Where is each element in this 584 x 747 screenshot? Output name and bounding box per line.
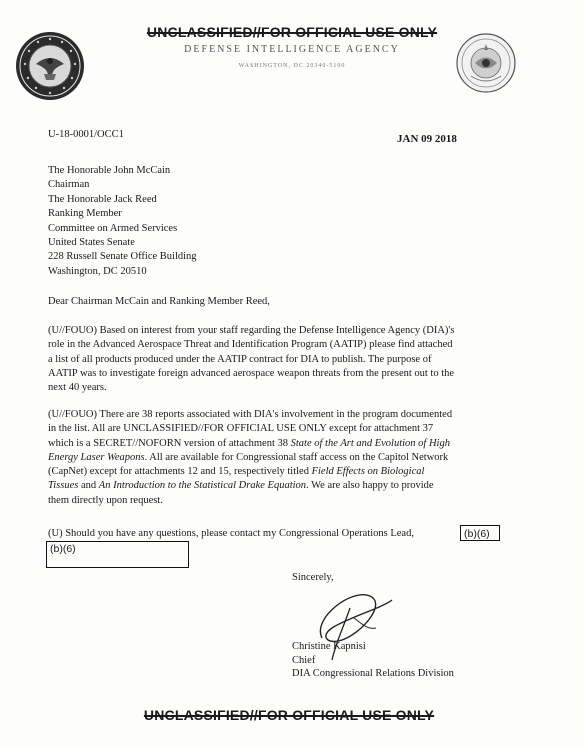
redaction-box: (b)(6) [46, 541, 189, 568]
paragraph-line [48, 479, 540, 493]
paragraph-line: a list of all products produced under the AATIP contract for DIA to publish. The purpose of [48, 353, 432, 365]
paragraph-text: . All are available for Congressional staff access on the Capitol Network [144, 451, 449, 463]
report-title-laser: State of the Art and Evolution of High [290, 437, 450, 449]
report-title-laser-cont: Energy Laser Weapons [48, 451, 145, 463]
address-line: The Honorable John McCain [48, 165, 171, 176]
paragraph-line: next 40 years. [48, 382, 107, 394]
address-line: Chairman [48, 179, 90, 191]
paragraph-text: and [78, 480, 99, 492]
signer-title: Chief [292, 655, 316, 666]
paragraph-2 [48, 408, 540, 508]
paragraph-line: them directly upon request. [48, 494, 163, 506]
address-line: Committee on Armed Services [48, 222, 178, 234]
agency-name: DEFENSE INTELLIGENCE AGENCY [184, 44, 400, 55]
address-line: Washington, DC 20510 [48, 265, 147, 277]
paragraph-line [48, 465, 540, 479]
memo-reference: U-18-0001/OCC1 [48, 129, 124, 140]
redaction-box: (b)(6) [460, 525, 500, 541]
salutation: Dear Chairman McCain and Ranking Member Reed, [48, 296, 270, 307]
paragraph-line: AATIP was to investigate foreign advanced aerospace weapon threats from the present out to the [48, 367, 455, 379]
paragraph-3: (U) Should you have any questions, please contact my Congressional Operations Lead, [48, 528, 414, 539]
address-line: 228 Russell Senate Office Building [48, 251, 197, 263]
paragraph-line [48, 437, 540, 451]
signer-name: Christine Kapnisi [292, 641, 366, 652]
paragraph-text: . We are also happy to provide [306, 480, 434, 492]
memo-date: JAN 09 2018 [397, 133, 457, 145]
paragraph-text: which is a SECRET//NOFORN version of attachment 38 [48, 437, 291, 449]
address-line: The Honorable Jack Reed [48, 193, 157, 205]
paragraph-line: role in the Advanced Aerospace Threat and Identification Program (AATIP) please find attached [48, 339, 453, 351]
paragraph-line: in the list. All are UNCLASSIFIED//FOR OFFICIAL USE ONLY except for attachment 37 [48, 423, 434, 435]
paragraph-text: (CapNet) except for attachments 12 and 15, respectively titled [48, 466, 312, 478]
agency-address: WASHINGTON, DC 20340-5100 [238, 63, 346, 69]
closing-sincerely: Sincerely, [292, 572, 334, 583]
paragraph-line [48, 451, 540, 465]
paragraph-line: (U//FOUO) Based on interest from your staff regarding the Defense Intelligence Agency (DIA)'s [48, 325, 455, 336]
report-title-field-effects-cont: Tissues [48, 480, 79, 492]
top-classification-banner: UNCLASSIFIED//FOR OFFICIAL USE ONLY [146, 24, 438, 40]
signer-division: DIA Congressional Relations Division [292, 668, 454, 679]
paragraph-1 [48, 324, 540, 395]
paragraph-line: (U//FOUO) There are 38 reports associated with DIA's involvement in the program documented [48, 409, 453, 420]
address-line: Ranking Member [48, 208, 122, 220]
recipient-address-block [48, 164, 197, 279]
report-title-drake-equation: An Introduction to the Statistical Drake Equation [98, 480, 307, 492]
bottom-classification-banner: UNCLASSIFIED//FOR OFFICIAL USE ONLY [143, 707, 435, 723]
address-line: United States Senate [48, 237, 135, 249]
report-title-field-effects: Field Effects on Biological [311, 466, 425, 478]
